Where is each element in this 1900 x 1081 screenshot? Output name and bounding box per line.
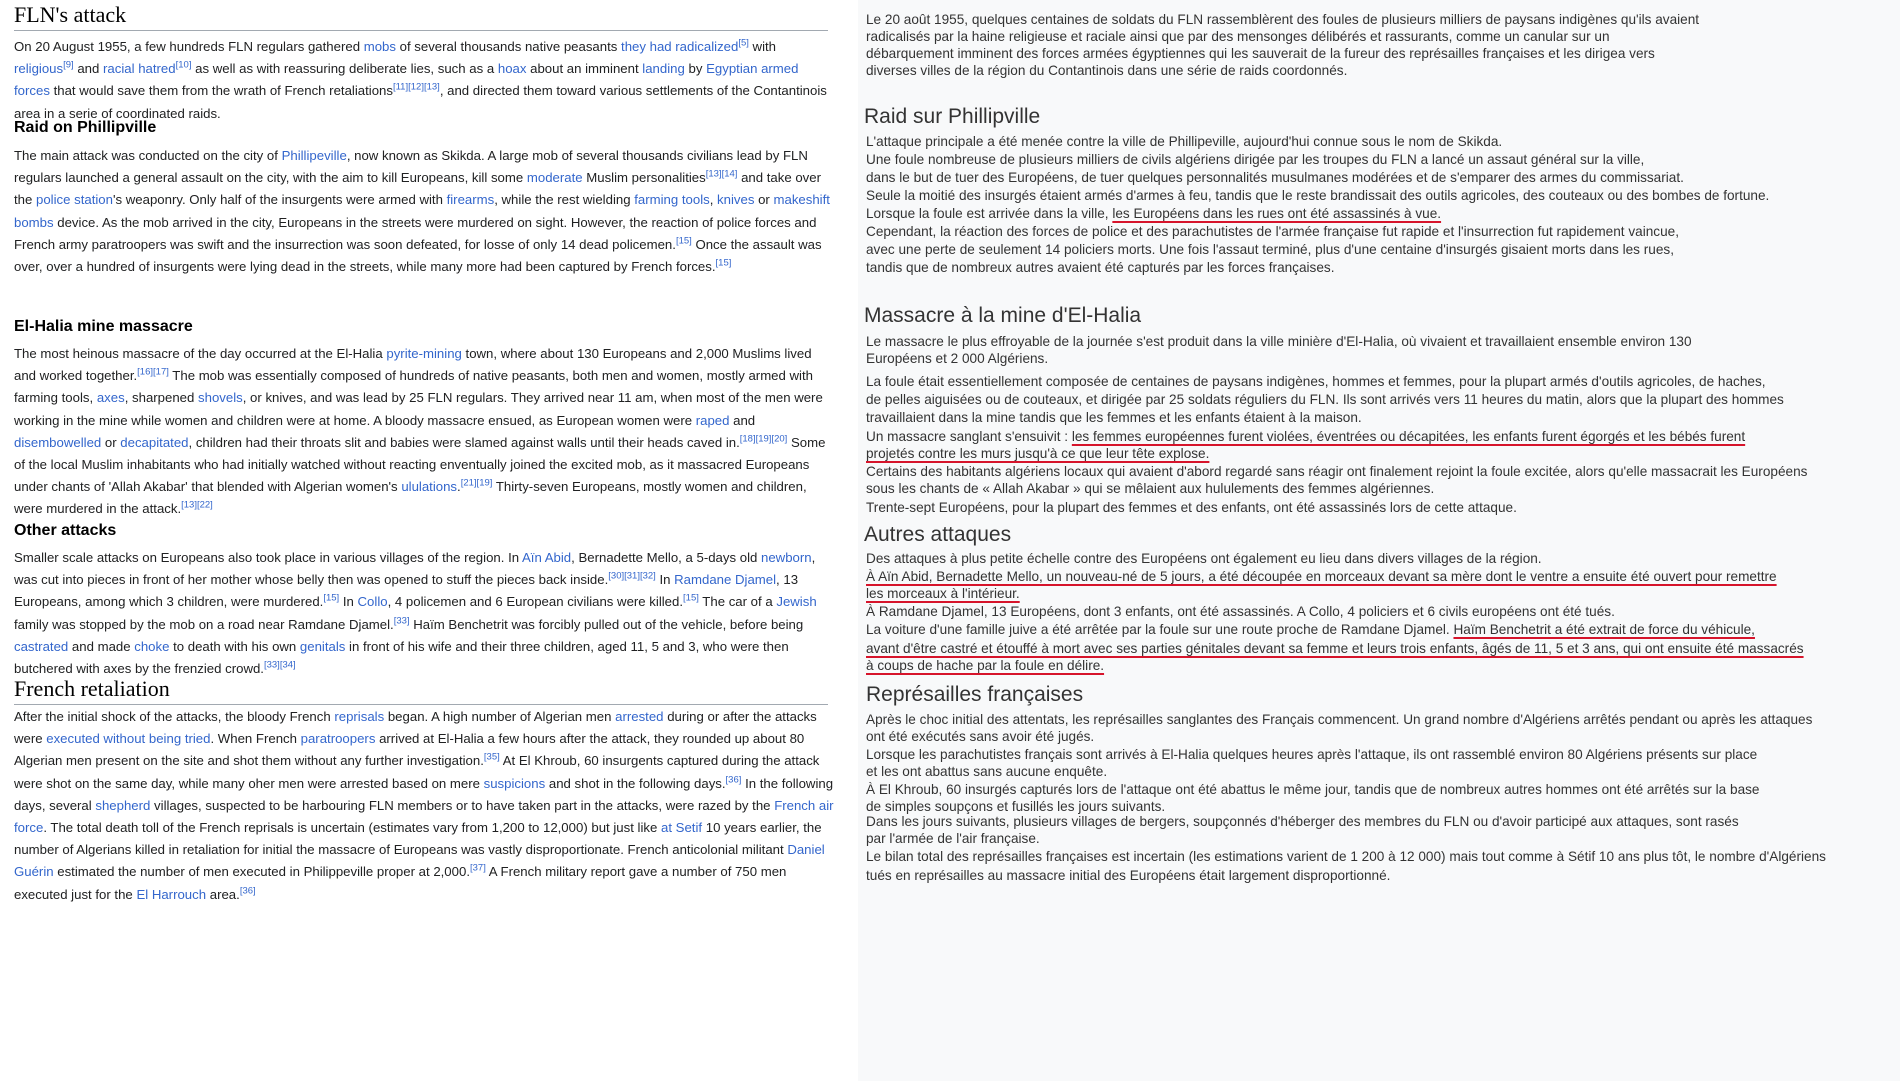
paragraph-text: town, where about 130 Europeans and 2,000 Muslims lived and worked together. [14,346,812,384]
wiki-link[interactable]: firearms [446,192,495,208]
paragraph-text: arrived at El-Halia a few hours after the attack, they rounded up about 80 Algerian men present on the site and shot them without any further investigation. [14,731,805,769]
paragraph-text: during or after the attacks were [14,709,817,747]
repr-line: par l'armée de l'air française. [866,831,1040,846]
repr-line: tués en représailles au massacre initial des Européens était largement disproportionné. [866,868,1391,883]
underlined-passage: Haïm Benchetrit a été extrait de force du véhicule, [1453,622,1755,637]
wiki-link[interactable]: they had radicalized [621,39,739,54]
paragraph-text: A French military report gave a number of 750 men executed just for the [14,864,787,902]
wiki-link[interactable]: choke [134,638,170,654]
paragraph-text: by [684,61,707,77]
wiki-link[interactable]: Ramdane Djamel [674,572,777,588]
paragraph-text: , now known as Skikda. A large mob of several thousands civilians lead by FLN regulars launched a general assault on the city, with the aim to kill Europeans, kill some [14,148,808,186]
autres-line-highlighted [866,622,1755,638]
paragraph-text: The most heinous massacre of the day occurred at the El-Halia [14,346,387,361]
repr-line: À El Khroub, 60 insurgés capturés lors de l'attaque ont été abattus le même jour, tandis que de nombreux autres hommes ont été arrêtés sur la base [866,782,1760,797]
reference-citation[interactable]: [13][14] [705,168,738,180]
paragraph-text: , sharpened [124,390,199,406]
wiki-link[interactable]: executed without being tried [46,731,211,747]
wiki-link[interactable]: police station [36,192,113,208]
reference-citation[interactable]: [15] [683,593,699,605]
intro-line: débarquement imminent des forces armées égyptiennes qui les sauverait de la fureur des représailles françaises et les dirigea vers [866,46,1655,61]
paragraph-text: Thirty-seven Europeans, mostly women and children, were murdered in the attack. [14,479,807,517]
paragraph-text: The car of a [698,594,777,610]
paragraph-text: , 13 Europeans, among which 3 children, were murdered. [14,572,799,610]
paragraph-text: In [655,572,675,588]
reference-citation[interactable]: [36] [239,885,256,897]
wiki-link[interactable]: French air force [14,797,834,836]
halia-line: Européens et 2 000 Algériens. [866,351,1049,366]
halia-line: travaillaient dans la mine tandis que les femmes et les enfants étaient à la maison. [866,410,1362,425]
paragraph-text: with [748,39,777,54]
paragraph-text: . [457,479,461,495]
heading-raid-phillipville: Raid on Phillipville [14,119,157,136]
repr-line: de simples soupçons et fusillés les jours suivants. [866,799,1166,814]
paragraph-text: Muslim personalities [582,170,706,186]
reference-citation[interactable]: [36] [725,774,742,786]
autres-line-highlighted [866,658,1104,674]
wiki-link[interactable]: castrated [14,638,69,654]
wiki-link[interactable]: El Harrouch [136,886,207,902]
halia-line-highlighted [866,446,1209,462]
paragraph-text: . The total death toll of the French reprisals is uncertain (estimates vary from 1,200 to 12,000) but just like [43,820,662,836]
wiki-link[interactable]: shovels [198,390,243,406]
heading-represailles-francaises: Représailles françaises [866,683,1084,706]
heading-other-attacks: Other attacks [14,522,117,539]
paragraph-text: Smaller scale attacks on Europeans also took place in various villages of the region. In [14,550,523,565]
wiki-link[interactable]: decapitated [120,434,189,450]
halia-line: La foule était essentiellement composée de centaines de paysans indigènes, hommes et femmes, pour la plupart armés d'outils agricoles, de haches, [866,374,1766,389]
raid-line: avec une perte de seulement 14 policiers morts. Une fois l'assaut terminé, plus d'une centaine d'insurgés gisaient morts dans les rues, [866,242,1674,257]
paragraph-text: as well as with reassuring deliberate lies, such as a [191,61,498,77]
reference-citation[interactable]: [15] [323,593,340,605]
paragraph-other-attacks [14,547,834,680]
intro-line: Le 20 août 1955, quelques centaines de soldats du FLN rassemblèrent des foules de plusieurs milliers de paysans indigènes qu'ils avaient [866,12,1700,27]
wiki-link[interactable]: Jewish [776,594,817,610]
reference-citation[interactable]: [33] [393,615,410,627]
underlined-passage: les morceaux à l'intérieur. [866,586,1020,601]
paragraph-fln-attack [14,36,834,125]
paragraph-text: The main attack was conducted on the city of [14,148,282,163]
autres-line-highlighted [866,586,1020,602]
paragraph-text: and made [68,638,135,654]
underlined-passage: projetés contre les murs jusqu'à ce que leur tête explose. [866,446,1210,461]
wiki-link[interactable]: racial hatred [103,61,176,77]
paragraph-raid-phillipville [14,145,834,278]
paragraph-text: , while the rest wielding [494,192,635,208]
halia-line-highlighted [866,429,1745,445]
wiki-link[interactable]: shepherd [95,797,151,813]
wiki-link[interactable]: pyrite-mining [386,346,462,361]
halia-line: Trente-sept Européens, pour la plupart des femmes et des enfants, ont été assassinés lors de cette attaque. [866,500,1517,515]
paragraph-text: Once the assault was over, over a hundred of insurgents were lying dead in the streets, while many more had been captured by French forces. [14,236,822,275]
paragraph-text: 's weaponry. Only half of the insurgents were armed with [112,192,447,208]
reference-citation[interactable]: [11][12][13] [392,82,440,94]
paragraph-text: and [729,412,756,428]
paragraph-text: , or knives, and was lead by 25 FLN regulars. They arrived near 11 am, when most of the men were working in the mine while women and children were at home. A bloody massacre ensued, as European women were [14,390,823,428]
autres-line: Des attaques à plus petite échelle contre des Européens ont également eu lieu dans divers villages de la région. [866,551,1542,566]
raid-line: dans le but de tuer des Européens, de tuer quelques personnalités musulmanes modérées et de s'emparer des armes du commissariat. [866,170,1684,185]
paragraph-text: , and directed them toward various settlements of the Contantinois area in a serie of coordinated raids. [14,83,827,121]
wiki-link[interactable]: moderate [526,170,583,186]
wiki-link[interactable]: Phillipeville [281,148,347,163]
raid-line: tandis que de nombreux autres avaient été capturés par les forces françaises. [866,260,1335,275]
paragraph-text: that would save them from the wrath of French retaliations [49,83,393,99]
wiki-link[interactable]: hoax [497,61,527,77]
paragraph-text: , [709,192,718,208]
heading-fln-attack: FLN's attack [14,2,127,27]
repr-line: Dans les jours suivants, plusieurs villages de bergers, soupçonnés d'héberger des membres du FLN ou d'avoir participé aux attaques, sont rasés [866,814,1739,829]
wiki-link[interactable]: suspicions [483,775,546,791]
repr-line: Le bilan total des représailles françaises est incertain (les estimations varient de 1 200 à 12 000) mais tout comme à Sétif 10 ans plus tôt, le nombre d'Algériens [866,849,1826,864]
paragraph-text: of several thousands native peasants [395,39,622,54]
wiki-link[interactable]: mobs [363,39,396,54]
repr-line: Après le choc initial des attentats, les représailles sanglantes des Français commencent. Un grand nombre d'Algériens arrêtés pendant ou après les attaques [866,712,1813,727]
halia-line-text: Un massacre sanglant s'ensuivit : [866,429,1072,444]
reference-citation[interactable]: [35] [483,752,500,764]
paragraph-text: The mob was essentially composed of hundreds of native peasants, both men and women, mostly armed with farming tools, [14,368,813,406]
heading-el-halia: El-Halia mine massacre [14,318,193,335]
paragraph-text: , 4 policemen and 6 European civilians were killed. [387,594,684,610]
reference-citation[interactable]: [16][17] [137,366,169,378]
paragraph-text: and [73,61,104,77]
underlined-passage: à coups de hache par la foule en délire. [866,658,1105,673]
autres-line: À Ramdane Djamel, 13 Européens, dont 3 enfants, ont été assassinés. A Collo, 4 policiers et 6 civils européens ont été tués. [866,604,1615,619]
wiki-link[interactable]: Collo [357,594,388,610]
wiki-link[interactable]: Egyptian armed forces [14,61,799,99]
paragraph-text: villages, suspected to be harbouring FLN members or to have taken part in the attacks, were razed by the [150,797,775,813]
wiki-link[interactable]: axes [96,390,125,406]
paragraph-text: and take over the [14,170,821,208]
wiki-link[interactable]: Daniel Guérin [14,842,825,880]
repr-line: ont été exécutés sans avoir été jugés. [866,729,1095,744]
heading-french-retaliation: French retaliation [14,676,170,701]
wiki-link[interactable]: religious [14,61,64,77]
paragraph-text: Some of the local Muslim inhabitants who had initially watched without reacting enventually joined the excited mob, as it massacred Europeans under chants of 'Allah Akabar' that blended with Algerian women's [14,434,826,495]
reference-citation[interactable]: [15] [675,235,692,247]
paragraph-text: , Bernadette Mello, a 5-days old [571,550,762,565]
heading-divider [14,30,828,31]
halia-line: Certains des habitants algériens locaux qui avaient d'abord regardé sans réagir ont finalement rejoint la foule excitée, alors qu'elle massacrait les Européens [866,464,1808,479]
paragraph-text: On 20 August 1955, a few hundreds FLN regulars gathered [14,39,364,54]
paragraph-text: , was cut into pieces in front of her mother whose belly then was opened to stuff the pieces back inside. [14,550,816,588]
paragraph-text: . When French [210,731,301,747]
reference-citation[interactable]: [37] [469,863,486,875]
reference-citation[interactable]: [5] [738,37,749,49]
paragraph-text: device. As the mob arrived in the city, Europeans in the streets were murdered on sight. However, the reaction of police forces and French army paratroopers was swift and the insurrection was soon defeated, for losse of only 14 dead policemen. [14,214,817,252]
wiki-link[interactable]: at Setif [661,820,703,836]
autres-line-text: La voiture d'une famille juive a été arrêtée par la foule sur une route proche de Ramdane Djamel. [866,622,1454,637]
paragraph-text: in front of his wife and their three children, aged 11, 5 and 3, who were then butchered with axes by the frenzied crowd. [14,638,789,677]
paragraph-text: area. [206,886,240,902]
reference-citation[interactable]: [10] [175,59,192,71]
wiki-link[interactable]: raped [695,412,730,428]
paragraph-text: to death with his own [169,638,300,654]
reference-citation[interactable]: [13][22] [181,500,213,512]
paragraph-el-halia [14,343,834,521]
paragraph-text: about an imminent [526,61,643,77]
paragraph-text: family was stopped by the mob on a road near Ramdane Djamel. [14,616,394,632]
raid-line: Cependant, la réaction des forces de police et des parachutistes de l'armée française fut rapide et l'insurrection fut rapidement vaincue, [866,224,1679,239]
paragraph-text: or [754,192,774,208]
raid-line-text: Lorsque la foule est arrivée dans la ville, [866,206,1113,221]
heading-raid-sur-phillipville: Raid sur Phillipville [864,105,1041,128]
autres-line-highlighted [866,569,1777,585]
intro-line: diverses villes de la région du Contantinois dans une série de raids coordonnés. [866,63,1348,78]
reference-citation[interactable]: [33][34] [263,659,296,671]
wiki-link[interactable]: arrested [615,709,664,724]
halia-line: Le massacre le plus effroyable de la journée s'est produit dans la ville minière d'El-Halia, où vivaient et travaillaient ensemble environ 130 [866,334,1692,349]
halia-line: de pelles aiguisées ou de couteaux, et dirigée par 25 soldats réguliers du FLN. Ils sont arrivés vers 11 heures du matin, alors que la plupart des hommes [866,392,1784,407]
underlined-passage: les femmes européennes furent violées, éventrées ou décapitées, les enfants furent égorgés et les bébés furent [1071,429,1746,444]
wiki-link[interactable]: knives [717,192,755,208]
french-translation-panel [858,0,1900,1081]
wiki-link[interactable]: landing [642,61,685,77]
underlined-passage: les Européens dans les rues ont été assassinés à vue. [1112,206,1442,221]
repr-line: Lorsque les parachutistes français sont arrivés à El-Halia quelques heures après l'attaque, ils ont rassemblé environ 80 Algériens présents sur place [866,747,1758,762]
paragraph-text: and shot in the following days. [545,775,726,791]
repr-line: et les ont abattus sans aucune enquête. [866,764,1108,779]
wiki-link[interactable]: newborn [761,550,812,565]
wiki-link[interactable]: farming tools [634,192,710,208]
wiki-link[interactable]: reprisals [334,709,385,724]
paragraph-text: or [101,434,121,450]
heading-massacre-el-halia: Massacre à la mine d'El-Halia [864,304,1142,327]
paragraph-text: , children had their throats slit and babies were slamed against walls until their heads caved in. [188,434,740,450]
english-wiki-panel [0,0,858,1081]
paragraph-text: After the initial shock of the attacks, the bloody French [14,709,335,724]
raid-line-highlighted [866,206,1441,222]
paragraph-text: In the following days, several [14,775,834,813]
wiki-link[interactable]: Aïn Abid [522,550,572,565]
wiki-link[interactable]: ululations [401,479,458,495]
paragraph-french-retaliation [14,706,834,906]
raid-line: Seule la moitié des insurgés étaient armés d'armes à feu, tandis que le reste brandissait des outils agricoles, des couteaux ou des bombes de fortune. [866,188,1770,203]
autres-line-highlighted [866,641,1804,657]
halia-line: sous les chants de « Allah Akabar » qui se mêlaient aux hululements des femmes algériennes. [866,481,1435,496]
paragraph-text: began. A high number of Algerian men [384,709,616,724]
reference-citation[interactable]: [15] [715,257,732,269]
paragraph-text: Haïm Benchetrit was forcibly pulled out of the vehicle, before being [409,616,804,632]
heading-autres-attaques: Autres attaques [864,523,1012,546]
reference-citation[interactable]: [9] [63,59,74,71]
wiki-link[interactable]: genitals [299,638,346,654]
reference-citation[interactable]: [30][31][32] [608,570,656,582]
paragraph-text: In [339,594,358,610]
paragraph-text: 10 years earlier, the number of Algerians killed in retaliation for initial the massacre of Europeans was vastly disproportionate. French anticolonial militant [14,820,822,858]
underlined-passage: À Aïn Abid, Bernadette Mello, un nouveau-né de 5 jours, a été découpée en morceaux devant sa mère dont le ventre a ensuite été ouvert pour remettre [866,569,1777,584]
wiki-link[interactable]: makeshift bombs [14,192,830,230]
paragraph-text: estimated the number of men executed in Philippeville proper at 2,000. [53,864,470,880]
wiki-link[interactable]: disembowelled [14,434,102,450]
reference-citation[interactable]: [18][19][20] [739,433,788,445]
intro-line: radicalisés par la haine religieuse et raciale ainsi que par des mensonges délibérés et rassurants, comme un canular sur un [866,29,1610,44]
wiki-link[interactable]: paratroopers [300,731,376,747]
heading-divider [14,704,828,705]
reference-citation[interactable]: [21][19] [460,477,493,489]
raid-line: L'attaque principale a été menée contre la ville de Phillipeville, aujourd'hui connue sous le nom de Skikda. [866,134,1503,149]
paragraph-text: At El Khroub, 60 insurgents captured during the attack were shot on the same day, while many oher men were arrested based on mere [14,753,820,791]
raid-line: Une foule nombreuse de plusieurs milliers de civils algériens dirigée par les troupes du FLN a lancé un assaut général sur la ville, [866,152,1645,167]
underlined-passage: avant d'être castré et étouffé à mort avec ses parties génitales devant sa femme et leurs trois enfants, âgés de 11, 5 et 3 ans, qui ont ensuite été massacrés [866,641,1804,656]
